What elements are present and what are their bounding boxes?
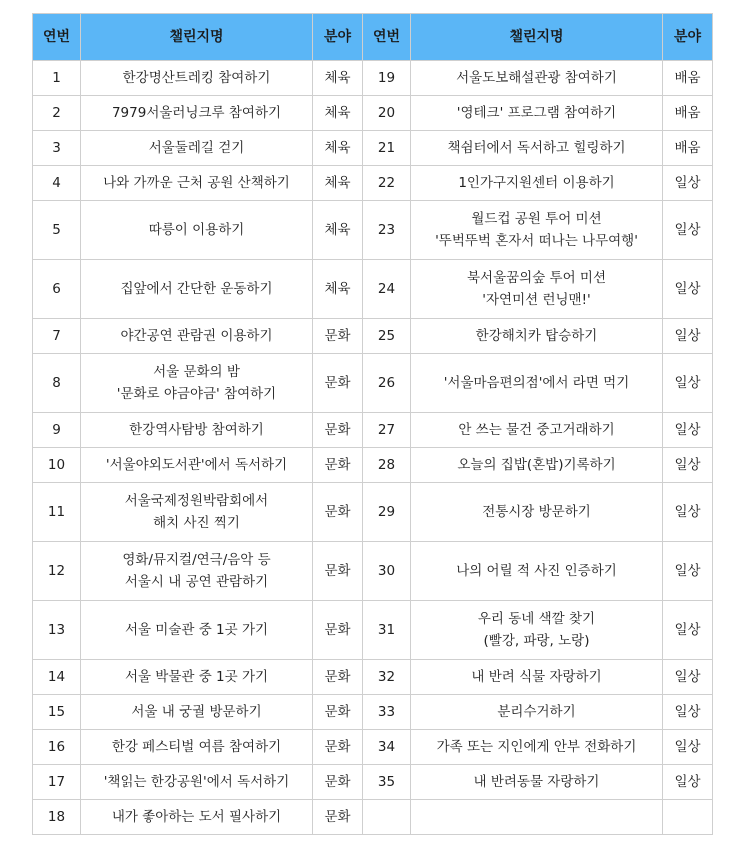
cell-challenge-name: 서울둘레길 걷기 [81,131,313,166]
header-number: 연번 [33,14,81,61]
cell-category: 일상 [663,354,713,413]
header-number: 연번 [363,14,411,61]
cell-number: 26 [363,354,411,413]
table-row [33,260,713,319]
cell-number: 14 [33,660,81,695]
cell-challenge-name: 내가 좋아하는 도서 필사하기 [81,800,313,835]
cell-number: 9 [33,413,81,448]
cell-category: 일상 [663,413,713,448]
cell-challenge-name: 내 반려동물 자랑하기 [411,765,663,800]
table-row [33,483,713,542]
cell-challenge-name: 나의 어릴 적 사진 인증하기 [411,542,663,601]
cell-category: 일상 [663,166,713,201]
table-row [33,601,713,660]
header-challenge-name: 챌린지명 [411,14,663,61]
cell-category: 체육 [313,131,363,166]
cell-number: 29 [363,483,411,542]
cell-challenge-name: 한강역사탐방 참여하기 [81,413,313,448]
cell-category: 문화 [313,660,363,695]
cell-challenge-name: 전통시장 방문하기 [411,483,663,542]
cell-number: 4 [33,166,81,201]
cell-number: 21 [363,131,411,166]
cell-number: 16 [33,730,81,765]
cell-category [663,800,713,835]
table-row [33,765,713,800]
table-row [33,448,713,483]
header-category: 분야 [663,14,713,61]
table-row [33,61,713,96]
cell-number: 22 [363,166,411,201]
table-row [33,131,713,166]
cell-category: 일상 [663,319,713,354]
cell-challenge-name: 오늘의 집밥(혼밥)기록하기 [411,448,663,483]
cell-number: 34 [363,730,411,765]
cell-challenge-name: 분리수거하기 [411,695,663,730]
cell-challenge-name: 서울 문화의 밤 '문화로 야금야금' 참여하기 [81,354,313,413]
cell-number: 17 [33,765,81,800]
cell-category: 문화 [313,319,363,354]
cell-challenge-name: 한강해치카 탑승하기 [411,319,663,354]
cell-challenge-name: 우리 동네 색깔 찾기 (빨강, 파랑, 노랑) [411,601,663,660]
cell-number: 6 [33,260,81,319]
cell-challenge-name: 한강명산트레킹 참여하기 [81,61,313,96]
cell-category: 일상 [663,448,713,483]
cell-challenge-name: 7979서울러닝크루 참여하기 [81,96,313,131]
cell-number: 7 [33,319,81,354]
cell-number: 5 [33,201,81,260]
cell-number: 11 [33,483,81,542]
cell-number: 33 [363,695,411,730]
cell-category: 일상 [663,660,713,695]
cell-category: 문화 [313,448,363,483]
cell-number [363,800,411,835]
cell-category: 일상 [663,695,713,730]
table-row [33,354,713,413]
table-row [33,660,713,695]
table-row [33,166,713,201]
cell-number: 18 [33,800,81,835]
cell-category: 일상 [663,201,713,260]
cell-challenge-name: '서울야외도서관'에서 독서하기 [81,448,313,483]
table-row [33,730,713,765]
cell-number: 30 [363,542,411,601]
cell-category: 문화 [313,601,363,660]
cell-category: 체육 [313,96,363,131]
cell-number: 24 [363,260,411,319]
cell-challenge-name: 월드컵 공원 투어 미션 '뚜벅뚜벅 혼자서 떠나는 나무여행' [411,201,663,260]
cell-challenge-name: '책읽는 한강공원'에서 독서하기 [81,765,313,800]
cell-challenge-name: 집앞에서 간단한 운동하기 [81,260,313,319]
cell-number: 1 [33,61,81,96]
cell-number: 3 [33,131,81,166]
cell-category: 체육 [313,260,363,319]
cell-number: 28 [363,448,411,483]
table-row [33,201,713,260]
cell-challenge-name [411,800,663,835]
cell-challenge-name: 영화/뮤지컬/연극/음악 등 서울시 내 공연 관람하기 [81,542,313,601]
table-row [33,800,713,835]
cell-number: 2 [33,96,81,131]
cell-challenge-name: '영테크' 프로그램 참여하기 [411,96,663,131]
cell-challenge-name: 안 쓰는 물건 중고거래하기 [411,413,663,448]
cell-category: 일상 [663,730,713,765]
cell-category: 문화 [313,413,363,448]
cell-category: 문화 [313,483,363,542]
cell-challenge-name: 서울 내 궁궐 방문하기 [81,695,313,730]
table-row [33,413,713,448]
cell-challenge-name: 서울국제정원박람회에서 해치 사진 찍기 [81,483,313,542]
cell-challenge-name: 책쉼터에서 독서하고 힐링하기 [411,131,663,166]
cell-category: 체육 [313,166,363,201]
cell-category: 배움 [663,96,713,131]
cell-category: 일상 [663,765,713,800]
table-row [33,319,713,354]
cell-challenge-name: 나와 가까운 근처 공원 산책하기 [81,166,313,201]
cell-number: 20 [363,96,411,131]
table-row [33,695,713,730]
header-challenge-name: 챌린지명 [81,14,313,61]
cell-challenge-name: 가족 또는 지인에게 안부 전화하기 [411,730,663,765]
cell-category: 일상 [663,601,713,660]
cell-category: 체육 [313,61,363,96]
header-category: 분야 [313,14,363,61]
cell-category: 일상 [663,483,713,542]
cell-category: 문화 [313,765,363,800]
cell-category: 배움 [663,61,713,96]
cell-number: 25 [363,319,411,354]
cell-number: 13 [33,601,81,660]
table-row [33,542,713,601]
cell-category: 문화 [313,695,363,730]
cell-number: 15 [33,695,81,730]
cell-challenge-name: 서울 미술관 중 1곳 가기 [81,601,313,660]
cell-challenge-name: 야간공연 관람권 이용하기 [81,319,313,354]
cell-category: 체육 [313,201,363,260]
header-row [33,14,713,61]
cell-number: 27 [363,413,411,448]
cell-challenge-name: 서울도보해설관광 참여하기 [411,61,663,96]
cell-category: 문화 [313,354,363,413]
cell-challenge-name: 한강 페스티벌 여름 참여하기 [81,730,313,765]
cell-category: 문화 [313,542,363,601]
cell-challenge-name: 따릉이 이용하기 [81,201,313,260]
table-header [33,14,713,61]
challenge-table [32,13,713,835]
cell-number: 35 [363,765,411,800]
cell-challenge-name: 북서울꿈의숲 투어 미션 '자연미션 런닝맨!' [411,260,663,319]
cell-category: 일상 [663,260,713,319]
cell-number: 12 [33,542,81,601]
table-row [33,96,713,131]
cell-challenge-name: 내 반려 식물 자랑하기 [411,660,663,695]
cell-number: 19 [363,61,411,96]
cell-number: 8 [33,354,81,413]
cell-challenge-name: 서울 박물관 중 1곳 가기 [81,660,313,695]
cell-challenge-name: '서울마음편의점'에서 라면 먹기 [411,354,663,413]
cell-number: 23 [363,201,411,260]
cell-number: 10 [33,448,81,483]
cell-category: 일상 [663,542,713,601]
cell-challenge-name: 1인가구지원센터 이용하기 [411,166,663,201]
cell-category: 배움 [663,131,713,166]
cell-number: 31 [363,601,411,660]
cell-category: 문화 [313,730,363,765]
cell-category: 문화 [313,800,363,835]
table-body [33,61,713,835]
cell-number: 32 [363,660,411,695]
